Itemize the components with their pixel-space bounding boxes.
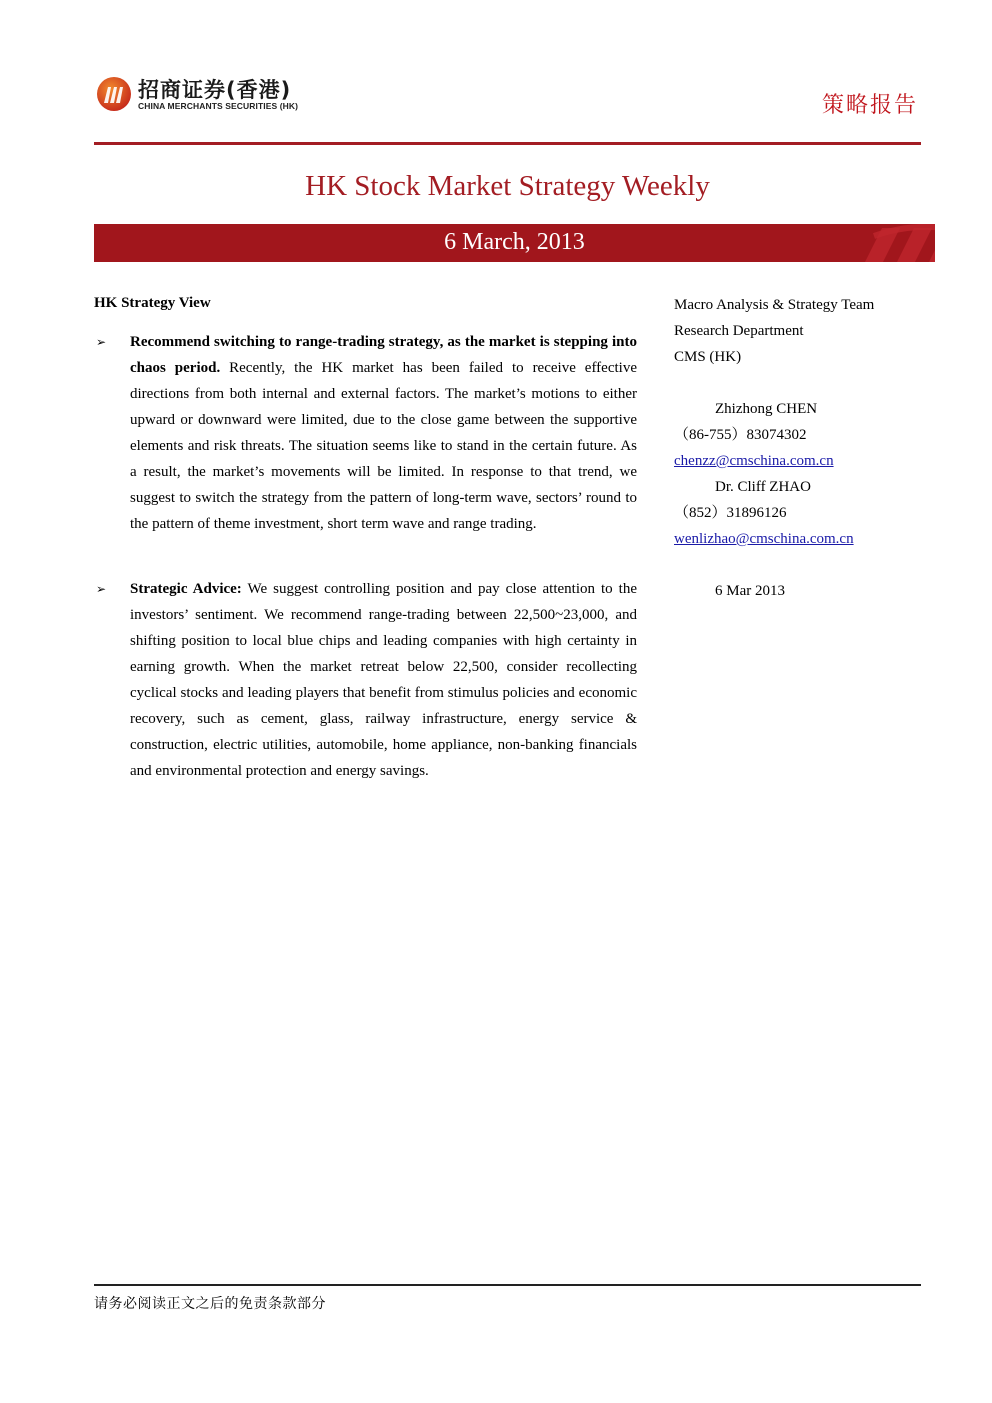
bullet-arrow-icon: ➢ <box>96 582 107 596</box>
bullet-2-body: We suggest controlling position and pay close attention to the investors’ sentiment. We recommend range-trading between 22,500~23,000, and shifting position to local blue chips and leading companies with high certainty in earning growth. When the market retreat below 22,500, consider recollecting cyclical stocks and leading players that benefit from stimulus policies and economic recovery, such as cement, glass, railway infrastructure, energy service & construction, electric utilities, automobile, home appliance, non-banking financials and environmental protection and energy savings. <box>130 581 637 779</box>
analyst-2-phone: （852）31896126 <box>674 505 787 521</box>
date-banner <box>94 224 935 262</box>
analyst-2-name: Dr. Cliff ZHAO <box>715 479 811 495</box>
bullet-arrow-icon: ➢ <box>96 335 107 349</box>
analyst-2-email-link[interactable]: wenlizhao@cmschina.com.cn <box>674 531 854 547</box>
analyst-1-email-link[interactable]: chenzz@cmschina.com.cn <box>674 453 834 469</box>
analyst-1-phone: （86-755）83074302 <box>674 427 807 443</box>
bullet-paragraph-2 <box>130 576 637 784</box>
section-heading: HK Strategy View <box>94 295 211 311</box>
sidebar-company: CMS (HK) <box>674 349 742 365</box>
header-divider <box>94 142 921 145</box>
logo-chinese-name: 招商证券(香港) <box>138 78 292 102</box>
banner-date: 6 March, 2013 <box>444 229 585 255</box>
bullet-1-lead: Recommend switching to range-trading strategy, as the market is stepping into chaos period. <box>130 334 637 376</box>
sidebar-date: 6 Mar 2013 <box>715 583 785 599</box>
footer-divider <box>94 1284 921 1286</box>
report-title: HK Stock Market Strategy Weekly <box>305 170 710 202</box>
footer-disclaimer: 请务必阅读正文之后的免责条款部分 <box>94 1296 326 1312</box>
bullet-paragraph-1 <box>130 329 637 537</box>
cms-logo-icon <box>96 76 132 112</box>
bullet-1-body: Recently, the HK market has been failed to receive effective directions from both internal and external factors. The market’s motions to either upward or downward were limited, due to the close game between the supportive elements and risk threats. The situation seems like to stand in the certain future. As a result, the market’s movements will be limited. In response to that trend, we suggest to switch the strategy from the pattern of long-term wave, sectors’ round to the pattern of theme investment, short term wave and range trading. <box>130 360 637 532</box>
analyst-1-name: Zhizhong CHEN <box>715 401 818 417</box>
sidebar-department: Research Department <box>674 323 804 339</box>
logo-english-name: CHINA MERCHANTS SECURITIES (HK) <box>138 101 299 111</box>
sidebar-team: Macro Analysis & Strategy Team <box>674 297 875 313</box>
report-type-label: 策略报告 <box>821 93 918 118</box>
company-logo <box>96 74 326 118</box>
bullet-2-lead: Strategic Advice: <box>130 581 242 597</box>
